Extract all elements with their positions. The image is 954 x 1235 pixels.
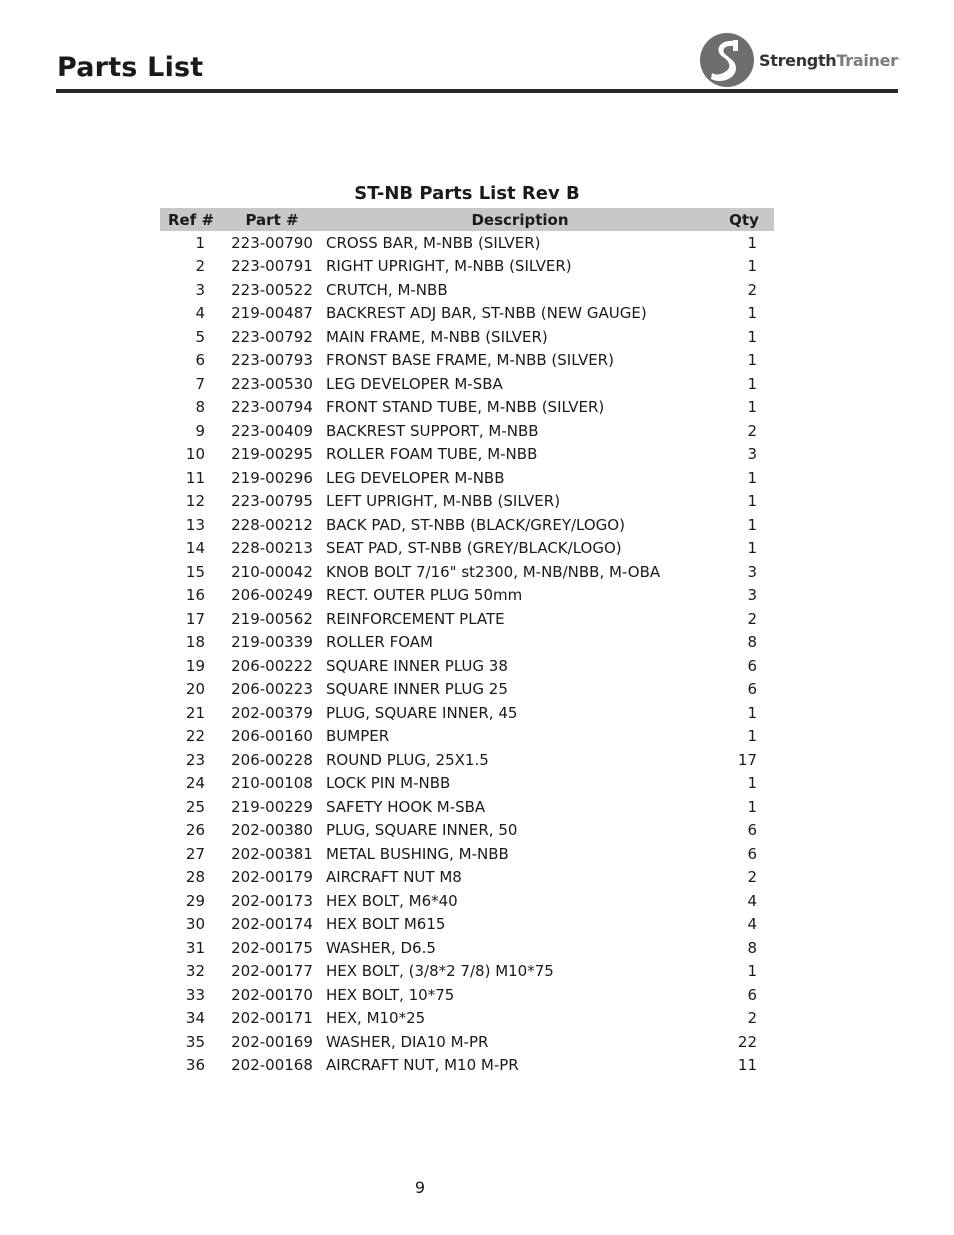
ref-cell: 25 <box>185 797 205 816</box>
qty-cell: 1 <box>747 351 757 370</box>
ref-cell: 3 <box>195 280 205 299</box>
ref-cell: 17 <box>185 609 205 628</box>
ref-cell: 18 <box>185 633 205 652</box>
qty-cell: 6 <box>747 656 757 675</box>
table-row <box>160 772 774 796</box>
table-row <box>160 466 774 490</box>
table-row <box>160 1054 774 1078</box>
qty-cell: 1 <box>747 257 757 276</box>
ref-cell: 15 <box>185 562 205 581</box>
table-row <box>160 231 774 255</box>
qty-cell: 1 <box>747 468 757 487</box>
description-cell: RECT. OUTER PLUG 50mm <box>326 586 523 605</box>
description-cell: SAFETY HOOK M-SBA <box>326 797 486 816</box>
table-row <box>160 913 774 937</box>
parts-table <box>160 208 774 1077</box>
description-cell: LOCK PIN M-NBB <box>326 774 451 793</box>
table-row <box>160 889 774 913</box>
description-cell: BACK PAD, ST-NBB (BLACK/GREY/LOGO) <box>326 515 625 534</box>
qty-cell: 1 <box>747 703 757 722</box>
part-number-cell: 202-00179 <box>231 868 313 887</box>
part-number-cell: 202-00171 <box>231 1009 313 1028</box>
qty-cell: 6 <box>747 985 757 1004</box>
ref-cell: 31 <box>185 938 205 957</box>
part-number-cell: 206-00160 <box>231 727 313 746</box>
qty-cell: 4 <box>747 891 757 910</box>
ref-cell: 35 <box>185 1032 205 1051</box>
table-row <box>160 349 774 373</box>
qty-cell: 17 <box>737 750 757 769</box>
table-row <box>160 537 774 561</box>
table-caption: ST-NB Parts List Rev B <box>354 183 580 204</box>
description-cell: HEX BOLT, (3/8*2 7/8) M10*75 <box>326 962 554 981</box>
qty-cell: 8 <box>747 633 757 652</box>
qty-cell: 6 <box>747 844 757 863</box>
ref-cell: 24 <box>185 774 205 793</box>
qty-cell: 11 <box>737 1056 757 1075</box>
description-cell: RIGHT UPRIGHT, M-NBB (SILVER) <box>326 257 572 276</box>
part-number-cell: 223-00522 <box>231 280 313 299</box>
part-number-cell: 219-00562 <box>231 609 313 628</box>
qty-cell: 3 <box>747 586 757 605</box>
qty-cell: 1 <box>747 774 757 793</box>
table-row <box>160 1030 774 1054</box>
part-number-cell: 210-00042 <box>231 562 313 581</box>
ref-cell: 1 <box>195 233 205 252</box>
ref-cell: 13 <box>185 515 205 534</box>
part-number-cell: 202-00177 <box>231 962 313 981</box>
qty-cell: 2 <box>747 868 757 887</box>
ref-cell: 22 <box>185 727 205 746</box>
brand-mark: . <box>897 54 900 62</box>
description-cell: SQUARE INNER PLUG 25 <box>326 680 508 699</box>
table-row <box>160 443 774 467</box>
part-number-cell: 223-00794 <box>231 398 313 417</box>
table-row <box>160 678 774 702</box>
description-cell: LEFT UPRIGHT, M-NBB (SILVER) <box>326 492 561 511</box>
ref-cell: 23 <box>185 750 205 769</box>
ref-cell: 19 <box>185 656 205 675</box>
parts-table-body <box>160 231 774 1077</box>
description-cell: PLUG, SQUARE INNER, 45 <box>326 703 518 722</box>
table-row <box>160 701 774 725</box>
table-row <box>160 278 774 302</box>
part-number-cell: 202-00380 <box>231 821 313 840</box>
part-number-cell: 202-00174 <box>231 915 313 934</box>
table-row <box>160 1007 774 1031</box>
table-row <box>160 654 774 678</box>
part-number-cell: 228-00213 <box>231 539 313 558</box>
table-row <box>160 936 774 960</box>
description-cell: PLUG, SQUARE INNER, 50 <box>326 821 518 840</box>
part-number-cell: 202-00175 <box>231 938 313 957</box>
qty-cell: 1 <box>747 797 757 816</box>
qty-cell: 2 <box>747 1009 757 1028</box>
description-cell: ROLLER FOAM <box>326 633 433 652</box>
table-row <box>160 560 774 584</box>
brand-logo <box>699 32 900 88</box>
description-cell: AIRCRAFT NUT M8 <box>326 868 462 887</box>
qty-cell: 1 <box>747 233 757 252</box>
table-header-row <box>160 208 774 231</box>
page-title: Parts List <box>57 52 204 83</box>
part-number-cell: 202-00379 <box>231 703 313 722</box>
table-row <box>160 490 774 514</box>
table-row <box>160 795 774 819</box>
qty-cell: 8 <box>747 938 757 957</box>
part-number-cell: 202-00381 <box>231 844 313 863</box>
description-cell: ROLLER FOAM TUBE, M-NBB <box>326 445 538 464</box>
description-cell: WASHER, D6.5 <box>326 938 436 957</box>
table-row <box>160 607 774 631</box>
qty-cell: 1 <box>747 374 757 393</box>
part-number-cell: 210-00108 <box>231 774 313 793</box>
description-cell: MAIN FRAME, M-NBB (SILVER) <box>326 327 548 346</box>
ref-cell: 8 <box>195 398 205 417</box>
qty-cell: 1 <box>747 492 757 511</box>
description-cell: WASHER, DIA10 M-PR <box>326 1032 489 1051</box>
qty-cell: 3 <box>747 445 757 464</box>
part-number-cell: 219-00229 <box>231 797 313 816</box>
description-cell: HEX BOLT, M6*40 <box>326 891 458 910</box>
table-row <box>160 584 774 608</box>
qty-cell: 6 <box>747 821 757 840</box>
qty-cell: 1 <box>747 727 757 746</box>
part-number-cell: 219-00296 <box>231 468 313 487</box>
page-number: 9 <box>414 1178 426 1197</box>
brand-name-bold: Strength <box>759 50 837 70</box>
table-row <box>160 419 774 443</box>
description-cell: ROUND PLUG, 25X1.5 <box>326 750 489 769</box>
description-cell: BUMPER <box>326 727 390 746</box>
ref-cell: 29 <box>185 891 205 910</box>
ref-cell: 14 <box>185 539 205 558</box>
ref-cell: 36 <box>185 1056 205 1075</box>
header-divider <box>56 89 898 93</box>
qty-cell: 1 <box>747 962 757 981</box>
description-cell: HEX BOLT, 10*75 <box>326 985 455 1004</box>
table-row <box>160 819 774 843</box>
ref-cell: 2 <box>195 257 205 276</box>
ref-cell: 12 <box>185 492 205 511</box>
part-number-cell: 202-00170 <box>231 985 313 1004</box>
qty-cell: 3 <box>747 562 757 581</box>
description-cell: FRONST BASE FRAME, M-NBB (SILVER) <box>326 351 614 370</box>
table-row <box>160 725 774 749</box>
ref-cell: 33 <box>185 985 205 1004</box>
ref-cell: 32 <box>185 962 205 981</box>
ref-cell: 21 <box>185 703 205 722</box>
description-cell: HEX, M10*25 <box>326 1009 426 1028</box>
part-number-cell: 206-00228 <box>231 750 313 769</box>
part-number-cell: 223-00530 <box>231 374 313 393</box>
description-cell: METAL BUSHING, M-NBB <box>326 844 509 863</box>
part-number-cell: 206-00249 <box>231 586 313 605</box>
part-number-cell: 223-00790 <box>231 233 313 252</box>
description-cell: CRUTCH, M-NBB <box>326 280 448 299</box>
qty-cell: 1 <box>747 304 757 323</box>
description-cell: REINFORCEMENT PLATE <box>326 609 505 628</box>
description-cell: SEAT PAD, ST-NBB (GREY/BLACK/LOGO) <box>326 539 622 558</box>
ref-cell: 34 <box>185 1009 205 1028</box>
ref-cell: 20 <box>185 680 205 699</box>
qty-cell: 1 <box>747 398 757 417</box>
description-cell: LEG DEVELOPER M-NBB <box>326 468 505 487</box>
part-number-cell: 223-00792 <box>231 327 313 346</box>
description-cell: LEG DEVELOPER M-SBA <box>326 374 503 393</box>
part-number-cell: 223-00791 <box>231 257 313 276</box>
column-header-qty: Qty <box>714 208 774 231</box>
qty-cell: 4 <box>747 915 757 934</box>
qty-cell: 22 <box>737 1032 757 1051</box>
description-cell: HEX BOLT M615 <box>326 915 446 934</box>
column-header-ref: Ref # <box>160 208 222 231</box>
brand-name-light: Trainer <box>836 50 898 70</box>
description-cell: BACKREST SUPPORT, M-NBB <box>326 421 539 440</box>
ref-cell: 26 <box>185 821 205 840</box>
table-row <box>160 631 774 655</box>
column-header-description: Description <box>322 208 714 231</box>
table-row <box>160 302 774 326</box>
ref-cell: 16 <box>185 586 205 605</box>
description-cell: AIRCRAFT NUT, M10 M-PR <box>326 1056 519 1075</box>
ref-cell: 11 <box>185 468 205 487</box>
table-row <box>160 513 774 537</box>
table-row <box>160 325 774 349</box>
description-cell: SQUARE INNER PLUG 38 <box>326 656 508 675</box>
part-number-cell: 206-00222 <box>231 656 313 675</box>
part-number-cell: 206-00223 <box>231 680 313 699</box>
ref-cell: 9 <box>195 421 205 440</box>
part-number-cell: 223-00409 <box>231 421 313 440</box>
description-cell: KNOB BOLT 7/16" st2300, M-NB/NBB, M-OBA <box>326 562 661 581</box>
brand-wordmark <box>759 51 900 70</box>
ref-cell: 30 <box>185 915 205 934</box>
table-row <box>160 396 774 420</box>
description-cell: BACKREST ADJ BAR, ST-NBB (NEW GAUGE) <box>326 304 647 323</box>
ref-cell: 5 <box>195 327 205 346</box>
qty-cell: 1 <box>747 515 757 534</box>
ref-cell: 28 <box>185 868 205 887</box>
part-number-cell: 202-00169 <box>231 1032 313 1051</box>
column-header-part: Part # <box>222 208 322 231</box>
table-row <box>160 983 774 1007</box>
qty-cell: 1 <box>747 327 757 346</box>
part-number-cell: 219-00487 <box>231 304 313 323</box>
part-number-cell: 228-00212 <box>231 515 313 534</box>
ref-cell: 10 <box>185 445 205 464</box>
qty-cell: 1 <box>747 539 757 558</box>
table-row <box>160 255 774 279</box>
part-number-cell: 219-00295 <box>231 445 313 464</box>
qty-cell: 2 <box>747 280 757 299</box>
table-row <box>160 960 774 984</box>
qty-cell: 2 <box>747 609 757 628</box>
table-row <box>160 842 774 866</box>
qty-cell: 2 <box>747 421 757 440</box>
table-row <box>160 866 774 890</box>
description-cell: CROSS BAR, M-NBB (SILVER) <box>326 233 541 252</box>
description-cell: FRONT STAND TUBE, M-NBB (SILVER) <box>326 398 605 417</box>
ref-cell: 4 <box>195 304 205 323</box>
table-row <box>160 748 774 772</box>
ref-cell: 6 <box>195 351 205 370</box>
part-number-cell: 202-00168 <box>231 1056 313 1075</box>
ref-cell: 7 <box>195 374 205 393</box>
qty-cell: 6 <box>747 680 757 699</box>
part-number-cell: 223-00795 <box>231 492 313 511</box>
table-row <box>160 372 774 396</box>
part-number-cell: 219-00339 <box>231 633 313 652</box>
part-number-cell: 202-00173 <box>231 891 313 910</box>
ref-cell: 27 <box>185 844 205 863</box>
part-number-cell: 223-00793 <box>231 351 313 370</box>
strengthtrainer-logo-icon <box>699 32 755 88</box>
